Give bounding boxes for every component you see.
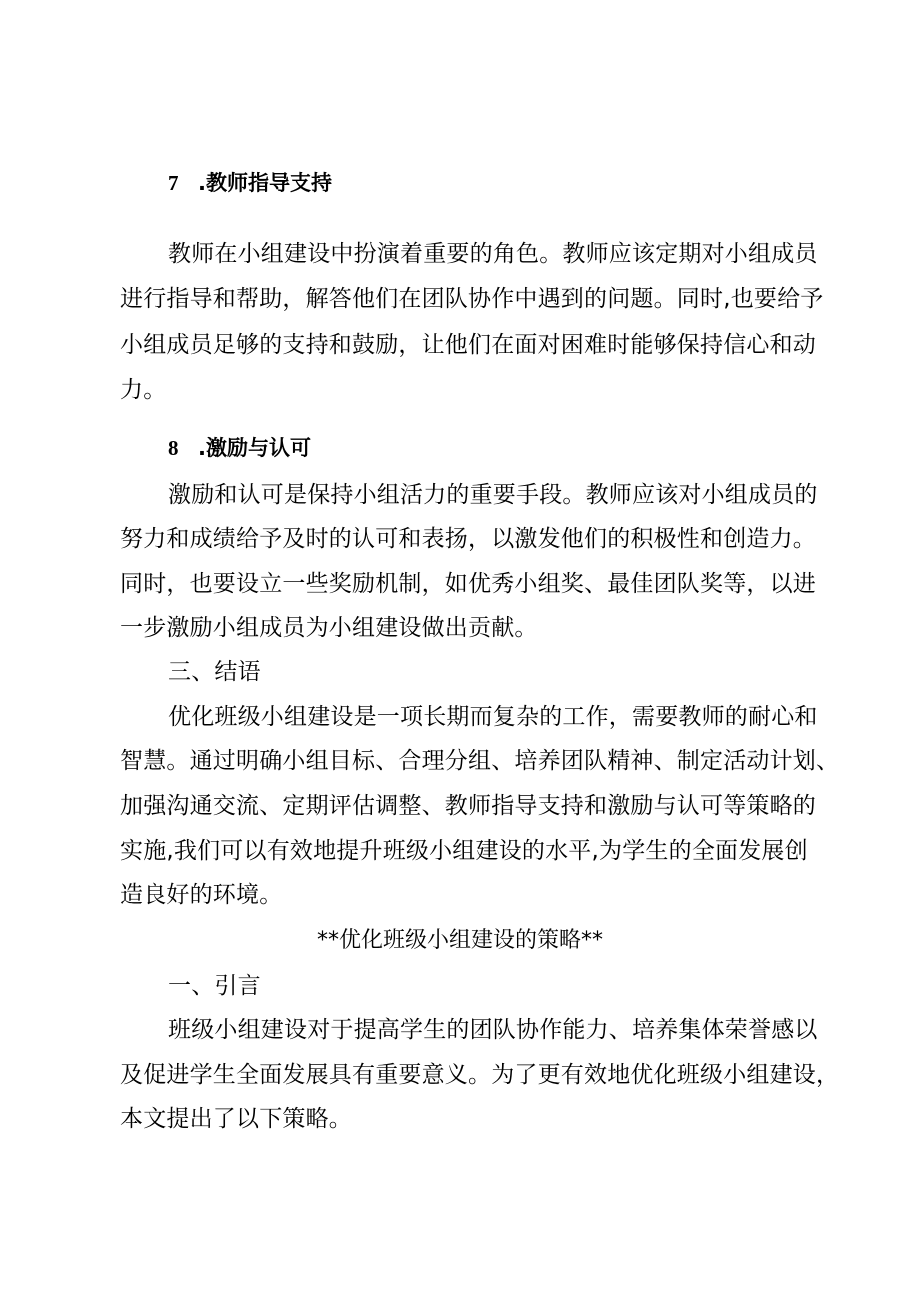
section-7-paragraph-line: 进行指导和帮助，解答他们在团队协作中遇到的问题。同时,也要给予 bbox=[120, 286, 824, 312]
section-7-heading bbox=[168, 168, 332, 198]
document-title: **优化班级小组建设的策略** bbox=[316, 928, 603, 953]
section-8-paragraph-line: 同时，也要设立一些奖励机制，如优秀小组奖、最佳团队奖等，以进 bbox=[120, 571, 816, 597]
section-8-paragraph-line: 激励和认可是保持小组活力的重要手段。教师应该对小组成员的 bbox=[168, 482, 818, 508]
section-8-heading bbox=[168, 433, 311, 463]
section-7-paragraph-line: 力。 bbox=[120, 377, 167, 403]
section-8-paragraph-line: 一步激励小组成员为小组建设做出贡献。 bbox=[120, 615, 538, 641]
section-7-title: .教师指导支持 bbox=[198, 171, 332, 195]
conclusion-paragraph-line: 智慧。通过明确小组目标、合理分组、培养团队精神、制定活动计划、 bbox=[120, 748, 840, 774]
conclusion-paragraph-line: 实施,我们可以有效地提升班级小组建设的水平,为学生的全面发展创 bbox=[120, 838, 808, 864]
section-7-paragraph-line: 小组成员足够的支持和鼓励，让他们在面对困难时能够保持信心和动 bbox=[120, 332, 816, 358]
intro-heading: 一、引言 bbox=[168, 973, 261, 999]
conclusion-heading: 三、结语 bbox=[168, 659, 261, 685]
intro-paragraph-line: 本文提出了以下策略。 bbox=[120, 1106, 352, 1132]
conclusion-paragraph-line: 加强沟通交流、定期评估调整、教师指导支持和激励与认可等策略的 bbox=[120, 793, 816, 819]
conclusion-paragraph-line: 优化班级小组建设是一项长期而复杂的工作，需要教师的耐心和 bbox=[168, 704, 818, 730]
section-8-number: 8 bbox=[168, 436, 179, 460]
section-8-paragraph-line: 努力和成绩给予及时的认可和表扬，以激发他们的积极性和创造力。 bbox=[120, 526, 816, 552]
intro-paragraph-line: 班级小组建设对于提高学生的团队协作能力、培养集体荣誉感以 bbox=[168, 1017, 818, 1043]
section-7-number: 7 bbox=[168, 171, 179, 195]
conclusion-paragraph-line: 造良好的环境。 bbox=[120, 882, 283, 908]
intro-paragraph-line: 及促进学生全面发展具有重要意义。为了更有效地优化班级小组建设， bbox=[120, 1062, 840, 1088]
section-8-title: .激励与认可 bbox=[198, 436, 311, 460]
section-7-paragraph-line: 教师在小组建设中扮演着重要的角色。教师应该定期对小组成员 bbox=[168, 241, 818, 267]
